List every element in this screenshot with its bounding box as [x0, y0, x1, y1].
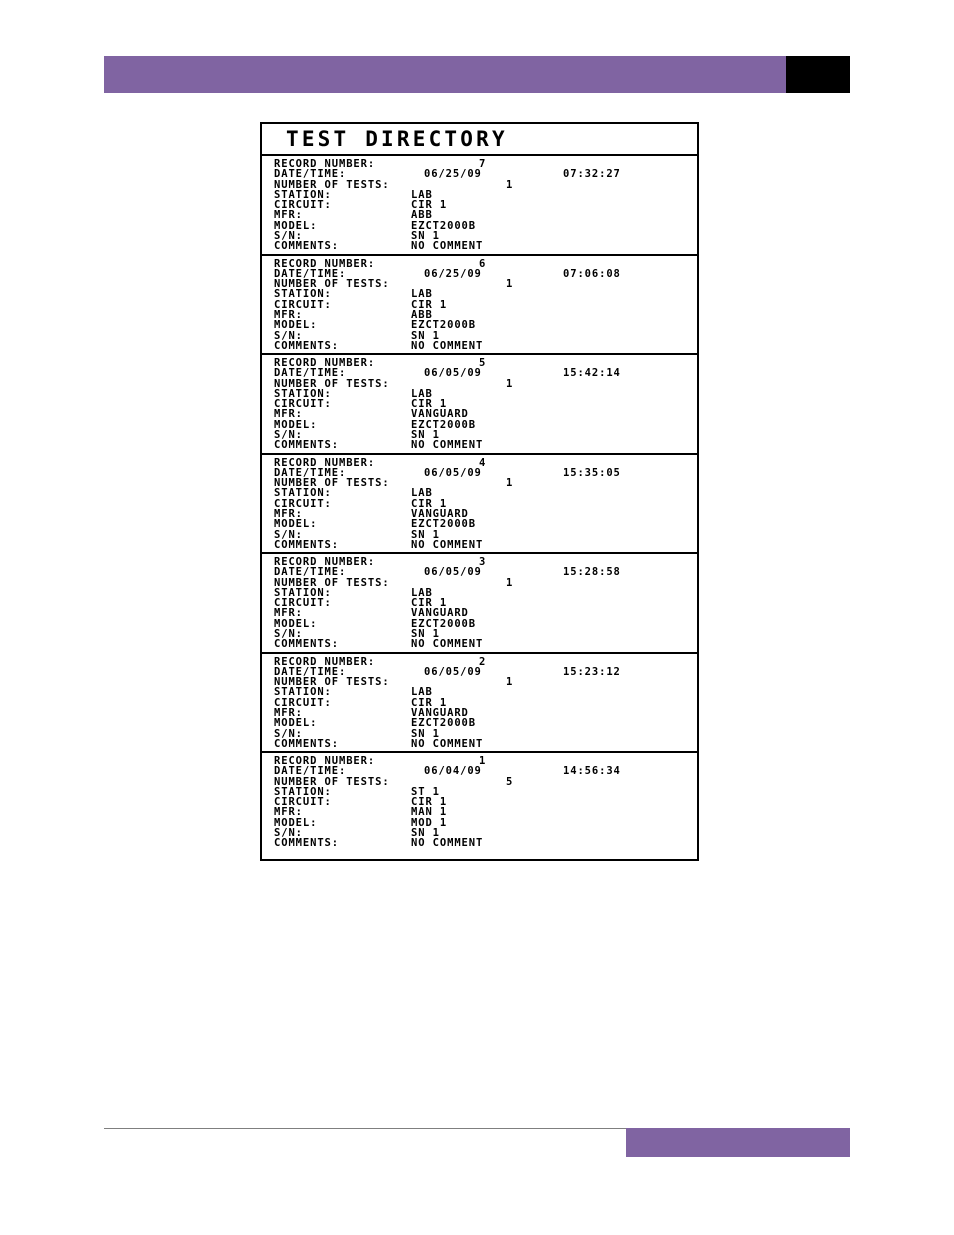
field-value: NO COMMENT [411, 638, 484, 651]
field-label: MFR: [274, 507, 303, 520]
record-line-station [274, 787, 697, 797]
record-line-model [274, 818, 697, 828]
field-value: CIR 1 [411, 398, 448, 411]
field-time: 07:32:27 [563, 168, 621, 181]
field-value: MAN 1 [411, 806, 448, 819]
field-label: MODEL: [274, 717, 318, 730]
field-label: CIRCUIT: [274, 597, 332, 610]
field-value: SN 1 [411, 727, 440, 740]
field-value: ST 1 [411, 785, 440, 798]
field-label: NUMBER OF TESTS: [274, 377, 390, 390]
record-line-circuit [274, 499, 697, 509]
field-value: VANGUARD [411, 507, 469, 520]
field-label: S/N: [274, 329, 303, 342]
field-label: NUMBER OF TESTS: [274, 775, 390, 788]
field-value: LAB [411, 387, 433, 400]
field-value: SN 1 [411, 230, 440, 243]
record-line-model [274, 619, 697, 629]
field-value: EZCT2000B [411, 418, 476, 431]
field-value: 5 [506, 775, 514, 788]
field-value: SN 1 [411, 827, 440, 840]
field-value: MOD 1 [411, 816, 448, 829]
field-label: STATION: [274, 288, 332, 301]
record-block [262, 156, 697, 256]
field-label: S/N: [274, 628, 303, 641]
field-label: STATION: [274, 387, 332, 400]
field-label: COMMENTS: [274, 737, 339, 750]
field-value: 2 [479, 655, 487, 668]
field-value: LAB [411, 188, 433, 201]
field-label: COMMENTS: [274, 339, 339, 352]
field-value: ABB [411, 209, 433, 222]
record-line-model [274, 519, 697, 529]
field-label: DATE/TIME: [274, 466, 347, 479]
field-value: 06/05/09 [424, 665, 482, 678]
header-page-block [786, 56, 850, 93]
field-value: VANGUARD [411, 706, 469, 719]
field-label: NUMBER OF TESTS: [274, 178, 390, 191]
record-block [262, 554, 697, 654]
field-time: 14:56:34 [563, 765, 621, 778]
record-line-number-of-tests [274, 578, 697, 588]
printout-title: TEST DIRECTORY [262, 124, 697, 156]
field-value: 06/04/09 [424, 765, 482, 778]
field-label: RECORD NUMBER: [274, 456, 376, 469]
field-value: NO COMMENT [411, 240, 484, 253]
field-value: CIR 1 [411, 597, 448, 610]
record-line-model [274, 718, 697, 728]
record-list [262, 156, 697, 853]
field-label: MODEL: [274, 617, 318, 630]
field-label: STATION: [274, 686, 332, 699]
field-value: 1 [506, 477, 514, 490]
field-label: DATE/TIME: [274, 168, 347, 181]
field-label: CIRCUIT: [274, 796, 332, 809]
field-label: S/N: [274, 528, 303, 541]
field-label: NUMBER OF TESTS: [274, 278, 390, 291]
field-value: EZCT2000B [411, 717, 476, 730]
record-line-circuit [274, 598, 697, 608]
field-value: VANGUARD [411, 607, 469, 620]
record-line-comments [274, 341, 697, 351]
field-value: NO COMMENT [411, 538, 484, 551]
record-line-model [274, 420, 697, 430]
field-value: EZCT2000B [411, 319, 476, 332]
field-label: NUMBER OF TESTS: [274, 576, 390, 589]
field-value: LAB [411, 288, 433, 301]
field-time: 07:06:08 [563, 267, 621, 280]
field-time: 15:23:12 [563, 665, 621, 678]
field-label: S/N: [274, 827, 303, 840]
field-label: MFR: [274, 209, 303, 222]
field-time: 15:28:58 [563, 566, 621, 579]
field-value: 1 [506, 576, 514, 589]
field-value: 1 [506, 278, 514, 291]
field-value: 7 [479, 158, 487, 170]
record-line-mfr [274, 608, 697, 618]
field-value: CIR 1 [411, 298, 448, 311]
record-line-station [274, 588, 697, 598]
record-line-mfr [274, 210, 697, 220]
field-label: CIRCUIT: [274, 298, 332, 311]
record-line-circuit [274, 200, 697, 210]
record-line-number-of-tests [274, 677, 697, 687]
record-line-number-of-tests [274, 478, 697, 488]
record-line-comments [274, 838, 697, 848]
field-value: 1 [506, 676, 514, 689]
field-label: STATION: [274, 487, 332, 500]
field-label: STATION: [274, 785, 332, 798]
record-line-comments [274, 540, 697, 550]
record-line-comments [274, 739, 697, 749]
field-label: MODEL: [274, 518, 318, 531]
field-label: RECORD NUMBER: [274, 655, 376, 668]
field-value: 4 [479, 456, 487, 469]
test-directory-printout [260, 122, 699, 861]
field-label: CIRCUIT: [274, 696, 332, 709]
field-label: CIRCUIT: [274, 398, 332, 411]
record-line-number-of-tests [274, 777, 697, 787]
field-value: CIR 1 [411, 796, 448, 809]
record-line-station [274, 687, 697, 697]
field-label: STATION: [274, 188, 332, 201]
field-label: DATE/TIME: [274, 566, 347, 579]
field-label: MODEL: [274, 418, 318, 431]
field-label: COMMENTS: [274, 538, 339, 551]
field-value: 1 [479, 755, 487, 767]
field-value: SN 1 [411, 429, 440, 442]
field-value: LAB [411, 487, 433, 500]
header-bar [104, 56, 786, 93]
field-time: 15:42:14 [563, 367, 621, 380]
field-label: MODEL: [274, 816, 318, 829]
record-line-mfr [274, 708, 697, 718]
field-value: LAB [411, 686, 433, 699]
field-label: COMMENTS: [274, 240, 339, 253]
field-value: 1 [506, 178, 514, 191]
field-label: MFR: [274, 706, 303, 719]
field-label: RECORD NUMBER: [274, 755, 376, 767]
field-value: 06/05/09 [424, 466, 482, 479]
field-value: EZCT2000B [411, 617, 476, 630]
record-line-circuit [274, 399, 697, 409]
field-label: DATE/TIME: [274, 765, 347, 778]
field-label: MFR: [274, 308, 303, 321]
field-label: RECORD NUMBER: [274, 257, 376, 270]
field-value: 3 [479, 556, 487, 568]
field-value: NO COMMENT [411, 837, 484, 850]
field-value: 1 [506, 377, 514, 390]
record-line-station [274, 488, 697, 498]
record-block [262, 355, 697, 455]
record-line-comments [274, 440, 697, 450]
record-line-comments [274, 639, 697, 649]
field-value: 06/05/09 [424, 566, 482, 579]
field-label: CIRCUIT: [274, 199, 332, 212]
field-label: DATE/TIME: [274, 267, 347, 280]
field-label: NUMBER OF TESTS: [274, 477, 390, 490]
field-label: RECORD NUMBER: [274, 158, 376, 170]
field-value: EZCT2000B [411, 219, 476, 232]
record-line-number-of-tests [274, 279, 697, 289]
field-value: LAB [411, 586, 433, 599]
field-label: DATE/TIME: [274, 665, 347, 678]
field-label: COMMENTS: [274, 837, 339, 850]
field-value: SN 1 [411, 628, 440, 641]
record-block [262, 256, 697, 356]
field-value: CIR 1 [411, 497, 448, 510]
record-block [262, 753, 697, 853]
field-label: COMMENTS: [274, 439, 339, 452]
record-line-mfr [274, 310, 697, 320]
record-line-station [274, 389, 697, 399]
record-line-comments [274, 241, 697, 251]
field-label: S/N: [274, 429, 303, 442]
field-label: COMMENTS: [274, 638, 339, 651]
record-line-circuit [274, 300, 697, 310]
field-value: SN 1 [411, 528, 440, 541]
footer-rule [104, 1128, 626, 1129]
field-label: MFR: [274, 607, 303, 620]
record-line-station [274, 190, 697, 200]
record-block [262, 455, 697, 555]
field-label: MODEL: [274, 319, 318, 332]
field-label: S/N: [274, 230, 303, 243]
record-line-number-of-tests [274, 180, 697, 190]
field-value: 06/05/09 [424, 367, 482, 380]
field-label: CIRCUIT: [274, 497, 332, 510]
field-label: STATION: [274, 586, 332, 599]
field-value: CIR 1 [411, 696, 448, 709]
record-line-model [274, 221, 697, 231]
field-label: S/N: [274, 727, 303, 740]
field-label: RECORD NUMBER: [274, 556, 376, 568]
field-label: MFR: [274, 408, 303, 421]
record-line-mfr [274, 509, 697, 519]
field-value: NO COMMENT [411, 339, 484, 352]
record-line-number-of-tests [274, 379, 697, 389]
field-value: VANGUARD [411, 408, 469, 421]
field-value: 6 [479, 257, 487, 270]
field-value: 06/25/09 [424, 168, 482, 181]
record-line-mfr [274, 409, 697, 419]
field-value: EZCT2000B [411, 518, 476, 531]
field-label: MODEL: [274, 219, 318, 232]
field-value: ABB [411, 308, 433, 321]
record-line-station [274, 289, 697, 299]
field-value: NO COMMENT [411, 737, 484, 750]
record-line-circuit [274, 797, 697, 807]
footer-bar [626, 1128, 850, 1157]
field-value: 5 [479, 357, 487, 369]
field-value: 06/25/09 [424, 267, 482, 280]
field-label: RECORD NUMBER: [274, 357, 376, 369]
field-value: CIR 1 [411, 199, 448, 212]
record-block [262, 654, 697, 754]
record-line-model [274, 320, 697, 330]
record-line-circuit [274, 698, 697, 708]
record-line-mfr [274, 807, 697, 817]
field-label: DATE/TIME: [274, 367, 347, 380]
field-label: NUMBER OF TESTS: [274, 676, 390, 689]
field-label: MFR: [274, 806, 303, 819]
field-time: 15:35:05 [563, 466, 621, 479]
field-value: NO COMMENT [411, 439, 484, 452]
field-value: SN 1 [411, 329, 440, 342]
